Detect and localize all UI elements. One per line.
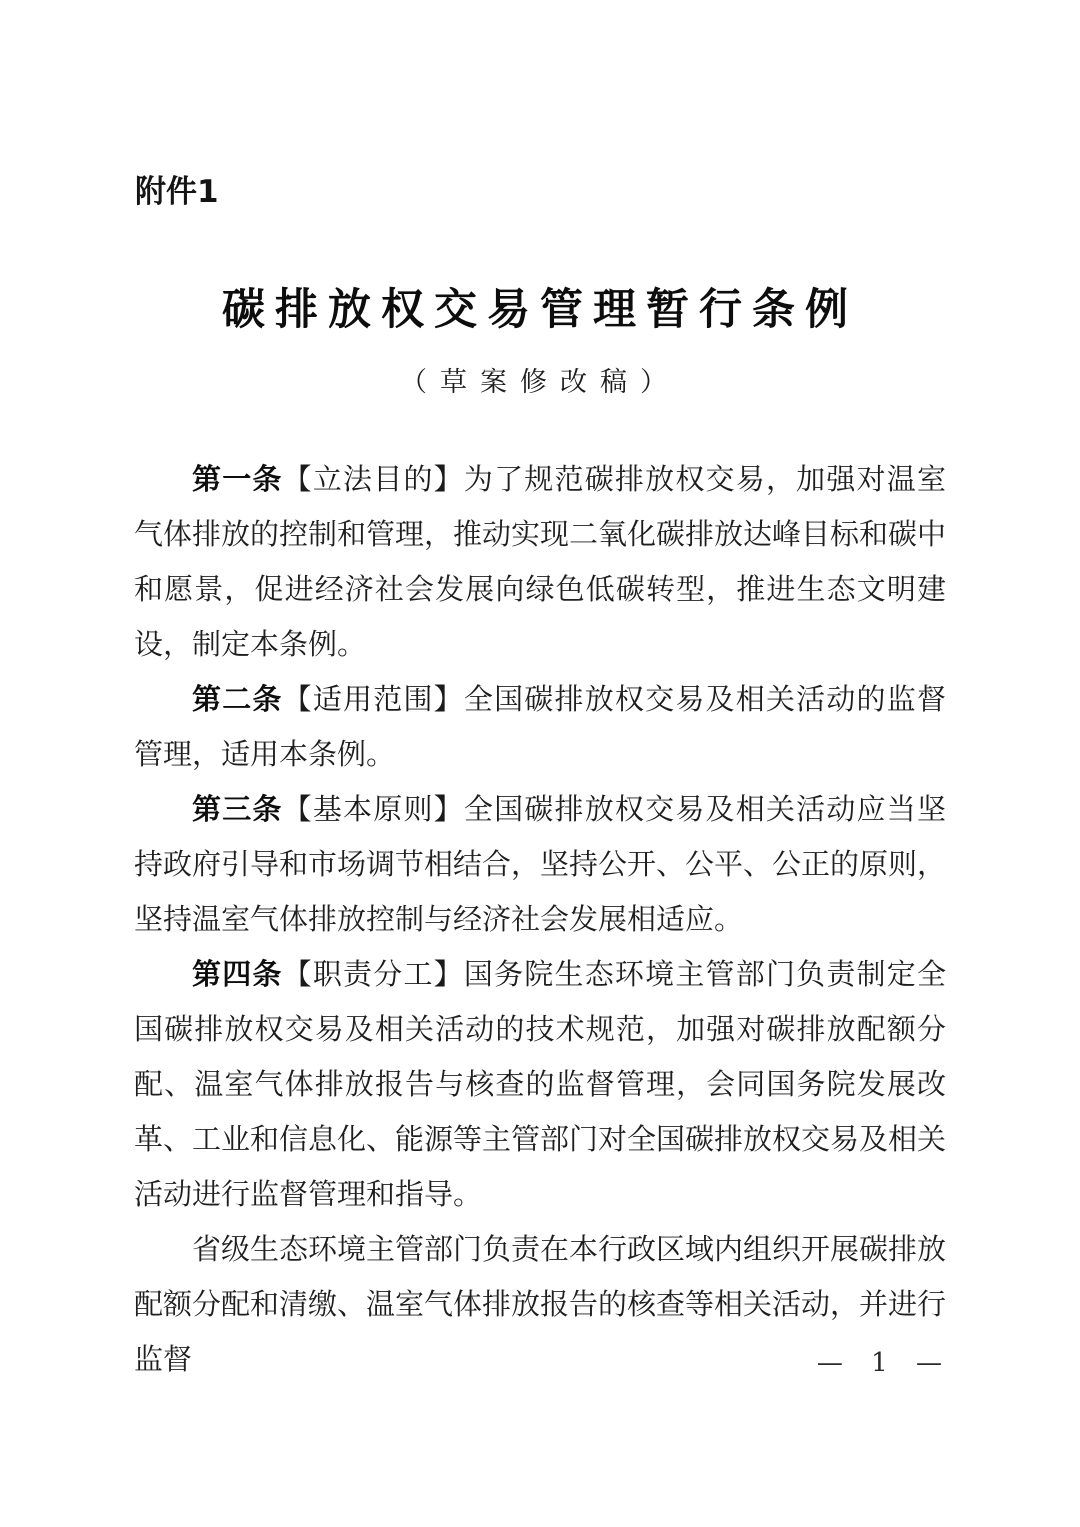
article-number: 第一条 xyxy=(192,462,283,496)
article-number: 第三条 xyxy=(192,792,283,826)
article-paragraph-4 xyxy=(134,947,946,1222)
article-paragraph-2 xyxy=(134,672,946,782)
article-text: 国务院生态环境主管部门负责制定全国碳排放权交易及相关活动的技术规范，加强对碳排放配额分配、温室气体排放报告与核查的监督管理，会同国务院发展改革、工业和信息化、能源等主管部门对全国碳排放权交易及相关活动进行监督管理和指导。 xyxy=(134,957,947,1211)
article-paragraph-3 xyxy=(134,782,946,947)
article-tag: 【基本原则】 xyxy=(282,792,464,826)
article-number: 第四条 xyxy=(192,957,283,991)
article-number: 第二条 xyxy=(192,682,283,716)
article-text: 全国碳排放权交易及相关活动应当坚持政府引导和市场调节相结合，坚持公开、公平、公正的原则，坚持温室气体排放控制与经济社会发展相适应。 xyxy=(134,792,947,936)
article-paragraph-1 xyxy=(134,452,946,672)
article-tag: 【立法目的】 xyxy=(282,462,464,496)
article-tag: 【适用范围】 xyxy=(282,682,464,716)
attachment-label: 附件1 xyxy=(135,174,219,210)
article-tag: 【职责分工】 xyxy=(282,957,464,991)
article-text: 省级生态环境主管部门负责在本行政区域内组织开展碳排放配额分配和清缴、温室气体排放报告的核查等相关活动，并进行监督 xyxy=(134,1232,947,1376)
document-body xyxy=(134,452,946,1387)
article-text: 全国碳排放权交易及相关活动的监督管理，适用本条例。 xyxy=(134,682,946,771)
document-title: 碳排放权交易管理暂行条例 xyxy=(222,285,858,335)
document-subtitle: （草案修改稿） xyxy=(400,367,680,398)
page-number: — 1 — xyxy=(816,1348,942,1378)
article-text: 为了规范碳排放权交易，加强对温室气体排放的控制和管理，推动实现二氧化碳排放达峰目标和碳中和愿景，促进经济社会发展向绿色低碳转型，推进生态文明建设，制定本条例。 xyxy=(134,462,947,661)
